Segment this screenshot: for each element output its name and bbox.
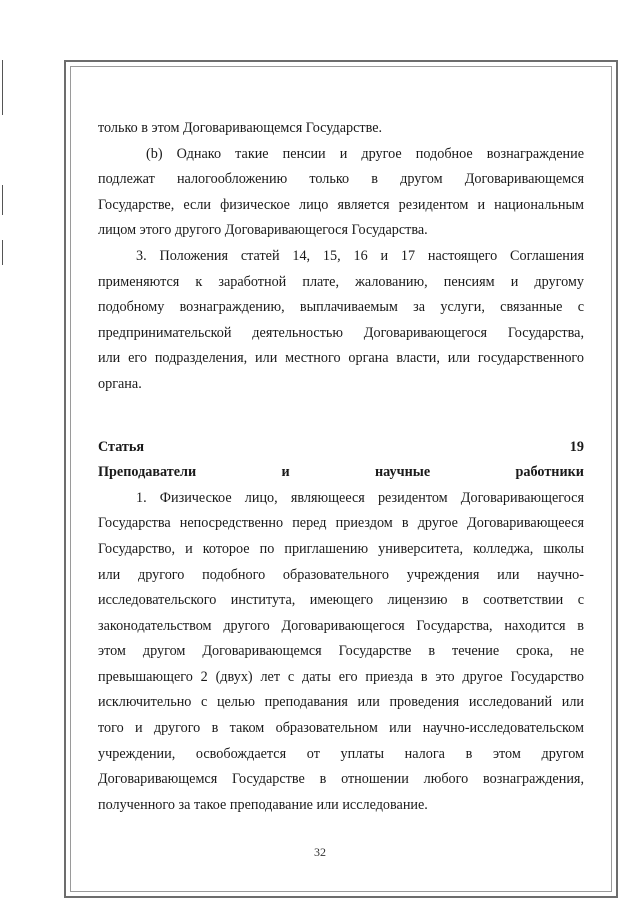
paragraph-line: применяются к заработной плате, жалованию, пенсиям и другому xyxy=(98,273,584,290)
paragraph-3 xyxy=(98,244,584,398)
paragraph-line: Договаривающемся Государстве в отношении любого вознаграждения, xyxy=(98,771,584,788)
paragraph-line: подобному вознаграждению, выплачиваемым за услуги, связанные с xyxy=(98,299,584,316)
paragraph-line: того и другого в таком образовательном или научно-исследовательском xyxy=(98,720,584,737)
paragraph-line: предпринимательской деятельностью Договаривающегося Государства, xyxy=(98,324,584,341)
paragraph-line: Государства непосредственно перед приездом в другое Договаривающееся xyxy=(98,515,584,532)
paragraph-line: этом другом Договаривающемся Государстве в течение срока, не xyxy=(98,643,584,660)
section-spacer xyxy=(98,398,584,435)
paragraph-line: учреждении, освобождается от уплаты налога в этом другом xyxy=(98,745,584,762)
paragraph-line: или его подразделения, или местного органа власти, или государственного xyxy=(98,350,584,367)
paragraph-line: полученного за такое преподавание или исследование. xyxy=(98,796,428,813)
scan-artifact-line xyxy=(2,240,3,265)
paragraph-line: лицом этого другого Договаривающегося Государства. xyxy=(98,222,428,239)
paragraph-line: 3. Положения статей 14, 15, 16 и 17 настоящего Соглашения xyxy=(136,247,584,264)
paragraph-b xyxy=(98,142,584,244)
page-number: 32 xyxy=(314,845,326,859)
paragraph-line: Государстве, если физическое лицо является резидентом и национальным xyxy=(98,196,584,213)
document-body xyxy=(98,116,584,818)
article-title: Преподаватели и научные работники xyxy=(98,464,584,481)
paragraph-line: или другого подобного образовательного учреждения или научно- xyxy=(98,566,584,583)
paragraph-line: исследовательского института, имеющего лицензию в соответствии с xyxy=(98,592,584,609)
paragraph-line: подлежат налогообложению только в другом Договаривающемся xyxy=(98,171,584,188)
paragraph-1 xyxy=(98,486,584,819)
scan-artifact-line xyxy=(2,60,3,115)
paragraph-line: Государство, и которое по приглашению университета, колледжа, школы xyxy=(98,540,584,557)
paragraph-line: превышающего 2 (двух) лет с даты его приезда в это другое Государство xyxy=(98,668,584,685)
paragraph-line: 1. Физическое лицо, являющееся резидентом Договаривающегося xyxy=(136,489,584,506)
paragraph-line: исключительно с целью преподавания или проведения исследований или xyxy=(98,694,584,711)
paragraph-line: (b) Однако такие пенсии и другое подобное вознаграждение xyxy=(146,145,584,162)
article-number: Статья 19 xyxy=(98,438,584,455)
continuation-line: только в этом Договаривающемся Государстве. xyxy=(98,120,383,136)
scan-artifact-line xyxy=(2,185,3,215)
paragraph-line: законодательством другого Договаривающегося Государства, находится в xyxy=(98,617,584,634)
paragraph-line: органа. xyxy=(98,375,142,392)
